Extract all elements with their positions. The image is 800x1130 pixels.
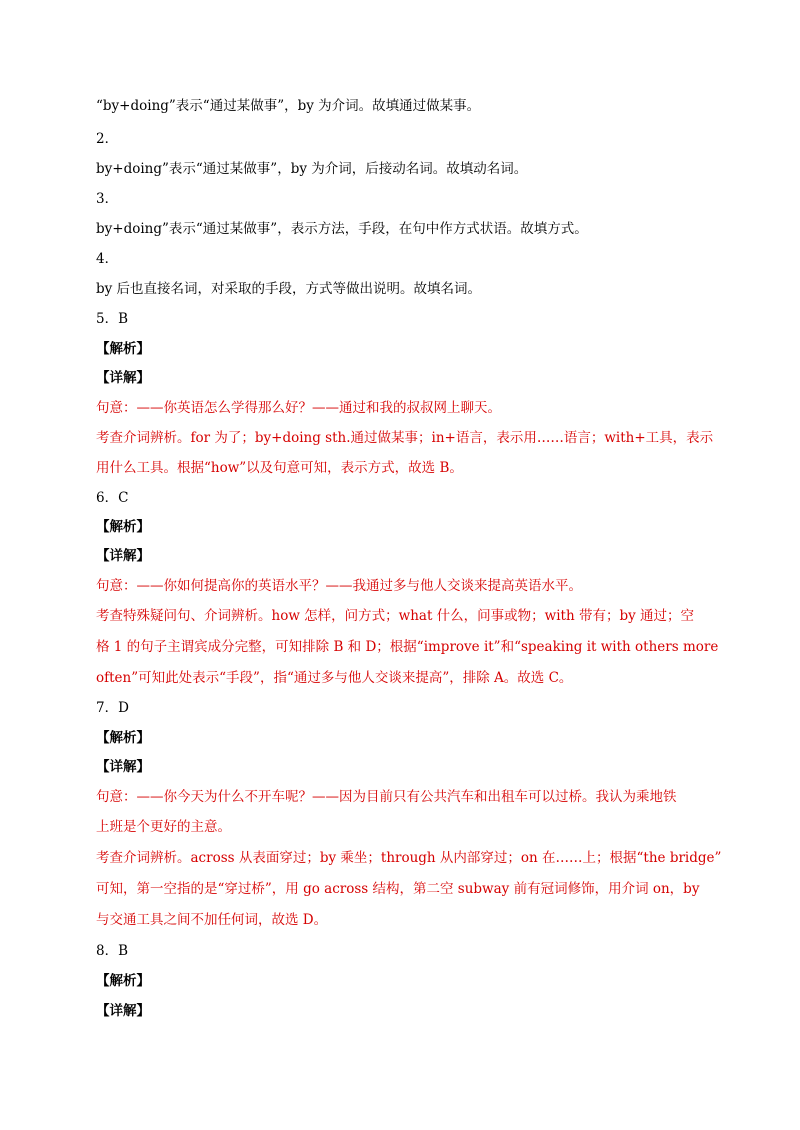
analysis-label: 【解析】 bbox=[96, 341, 150, 357]
explanation-line: 用什么工具。根据“how”以及句意可知，表示方式，故选 B。 bbox=[96, 460, 463, 476]
sentence-meaning: 句意：——你英语怎么学得那么好？——通过和我的叔叔网上聊天。 bbox=[96, 400, 501, 416]
explanation-line: 格 1 的句子主谓宾成分完整，可知排除 B 和 D；根据“improve it”和“speaking it with others more bbox=[96, 639, 719, 655]
sentence-meaning: 句意：——你今天为什么不开车呢？——因为目前只有公共汽车和出租车可以过桥。我认为乘地铁 bbox=[96, 789, 677, 805]
analysis-label: 【解析】 bbox=[96, 730, 150, 746]
text-line: by 后也直接名词，对采取的手段，方式等做出说明。故填名词。 bbox=[96, 281, 482, 297]
sentence-meaning: 上班是个更好的主意。 bbox=[96, 819, 231, 835]
question-number: 4． bbox=[96, 251, 119, 267]
explanation-line: often”可知此处表示“手段”，指“通过多与他人交谈来提高”，排除 A。故选 C。 bbox=[96, 670, 573, 686]
analysis-label: 【解析】 bbox=[96, 973, 150, 989]
detail-label: 【详解】 bbox=[96, 1003, 150, 1019]
explanation-line: 考查介词辨析。across 从表面穿过；by 乘坐；through 从内部穿过；on 在……上；根据“the bridge” bbox=[96, 850, 722, 866]
detail-label: 【详解】 bbox=[96, 370, 150, 386]
detail-label: 【详解】 bbox=[96, 759, 150, 775]
text-line: “by+doing”表示“通过某做事”，by 为介词。故填通过做某事。 bbox=[96, 98, 481, 114]
answer-heading: 8．B bbox=[96, 943, 129, 959]
detail-label: 【详解】 bbox=[96, 548, 150, 564]
explanation-line: 考查介词辨析。for 为了；by+doing sth.通过做某事；in+语言，表示用……语言；with+工具，表示 bbox=[96, 430, 714, 446]
question-number: 3． bbox=[96, 191, 119, 207]
answer-heading: 5．B bbox=[96, 311, 129, 327]
answer-heading: 7．D bbox=[96, 700, 129, 716]
question-number: 2． bbox=[96, 131, 119, 147]
text-line: by+doing”表示“通过某做事”，表示方法，手段，在句中作方式状语。故填方式。 bbox=[96, 221, 588, 237]
explanation-line: 考查特殊疑问句、介词辨析。how 怎样，问方式；what 什么，问事或物；with 带有；by 通过；空 bbox=[96, 608, 695, 624]
analysis-label: 【解析】 bbox=[96, 519, 150, 535]
sentence-meaning: 句意：——你如何提高你的英语水平？——我通过多与他人交谈来提高英语水平。 bbox=[96, 578, 582, 594]
explanation-line: 与交通工具之间不加任何词，故选 D。 bbox=[96, 912, 328, 928]
text-line: by+doing”表示“通过某做事”，by 为介词，后接动名词。故填动名词。 bbox=[96, 161, 528, 177]
answer-heading: 6．C bbox=[96, 490, 129, 506]
explanation-line: 可知，第一空指的是“穿过桥”，用 go across 结构，第二空 subway 前有冠词修饰，用介词 on，by bbox=[96, 881, 700, 897]
